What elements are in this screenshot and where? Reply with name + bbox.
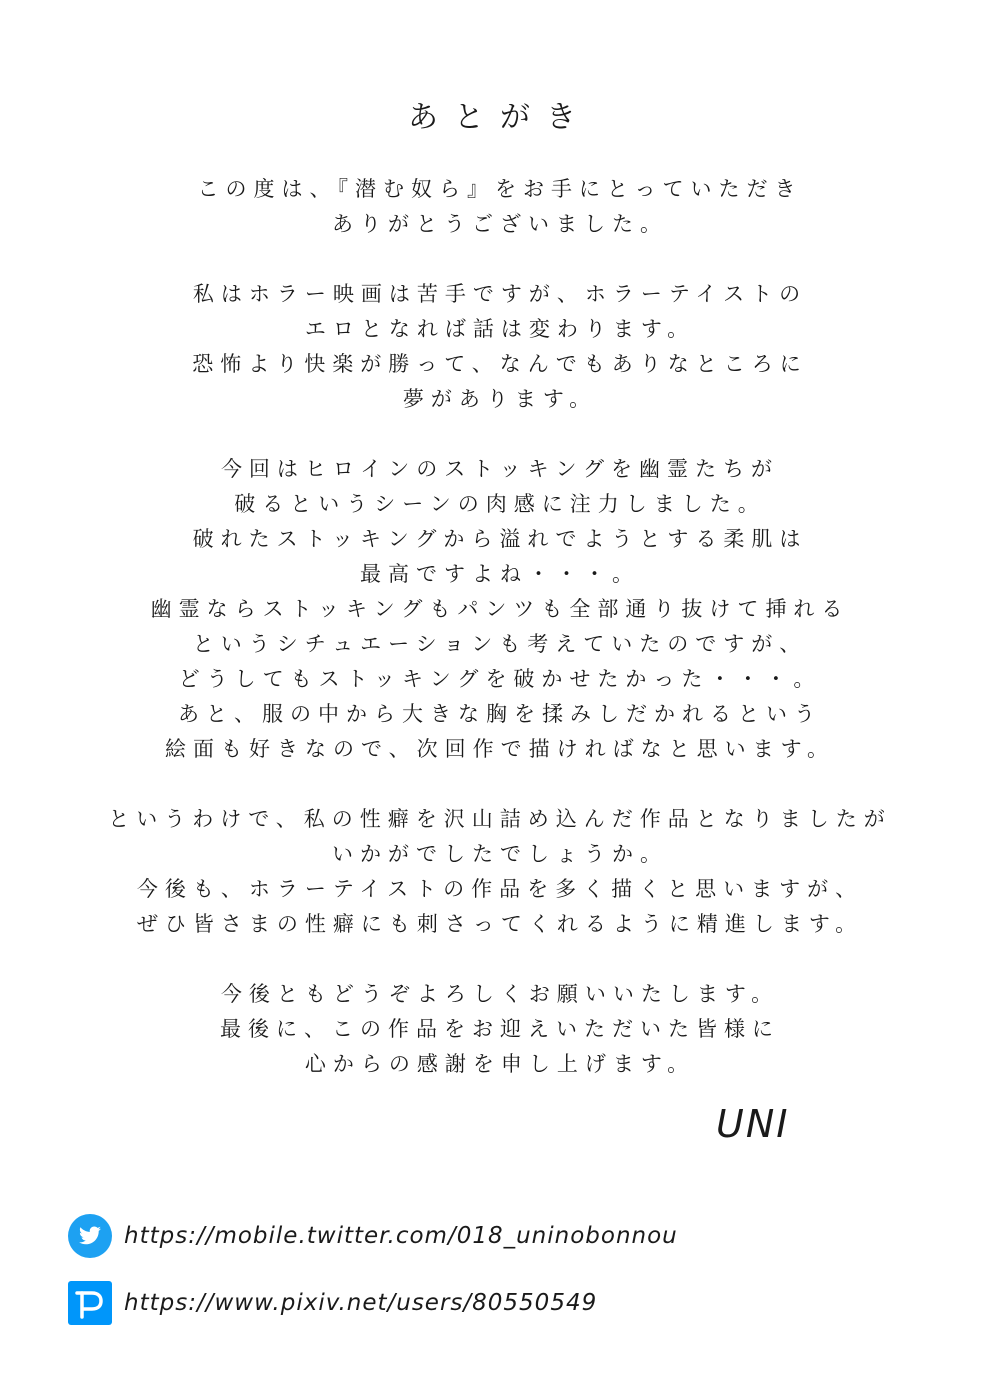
twitter-link-row[interactable] xyxy=(68,1214,678,1258)
text-line: 私はホラー映画は苦手ですが、ホラーテイストの xyxy=(192,282,808,306)
author-signature: UNI xyxy=(716,1102,790,1146)
pixiv-icon[interactable] xyxy=(68,1281,112,1325)
twitter-url-link[interactable]: https://mobile.twitter.com/018_uninobonnou xyxy=(124,1223,678,1249)
paragraph-horror xyxy=(60,277,940,417)
text-line: 夢があります。 xyxy=(402,387,598,411)
text-line: この度は、『潜む奴ら』をお手にとっていただき xyxy=(197,177,803,201)
paragraph-closing xyxy=(60,977,940,1082)
text-line: ありがとうございました。 xyxy=(332,212,668,236)
text-line: あと、服の中から大きな胸を揉みしだかれるという xyxy=(178,702,822,726)
text-line: ぜひ皆さまの性癖にも刺さってくれるように精進します。 xyxy=(136,912,864,936)
paragraph-thanks xyxy=(60,172,940,242)
text-line: 破れたストッキングから溢れでようとする柔肌は xyxy=(192,527,808,551)
text-line: 恐怖より快楽が勝って、なんでもありなところに xyxy=(192,352,808,376)
paragraph-stockings xyxy=(60,452,940,767)
text-line: 絵面も好きなので、次回作で描ければなと思います。 xyxy=(165,737,835,761)
afterword-body xyxy=(60,172,940,1082)
text-line: 最高ですよね・・・。 xyxy=(360,562,640,586)
text-line: エロとなれば話は変わります。 xyxy=(304,317,696,341)
text-line: 今後も、ホラーテイストの作品を多く描くと思いますが、 xyxy=(136,877,864,901)
text-line: 幽霊ならストッキングもパンツも全部通り抜けて挿れる xyxy=(150,597,850,621)
text-line: 心からの感謝を申し上げます。 xyxy=(304,1052,696,1076)
text-line: 今回はヒロインのストッキングを幽霊たちが xyxy=(220,457,780,481)
twitter-bird-icon[interactable] xyxy=(68,1214,112,1258)
text-line: 今後ともどうぞよろしくお願いいたします。 xyxy=(220,982,780,1006)
pixiv-url-link[interactable]: https://www.pixiv.net/users/80550549 xyxy=(124,1290,598,1316)
text-line: というシチュエーションも考えていたのですが、 xyxy=(192,632,808,656)
text-line: というわけで、私の性癖を沢山詰め込んだ作品となりましたが xyxy=(108,807,892,831)
paragraph-future xyxy=(60,802,940,942)
text-line: どうしてもストッキングを破かせたかった・・・。 xyxy=(178,667,822,691)
text-line: いかがでしたでしょうか。 xyxy=(332,842,668,866)
pixiv-link-row[interactable] xyxy=(68,1281,597,1325)
page-title: あとがき xyxy=(408,100,592,135)
text-line: 最後に、この作品をお迎えいただいた皆様に xyxy=(220,1017,780,1041)
pixiv-icon-square xyxy=(68,1281,112,1325)
text-line: 破るというシーンの肉感に注力しました。 xyxy=(234,492,766,516)
